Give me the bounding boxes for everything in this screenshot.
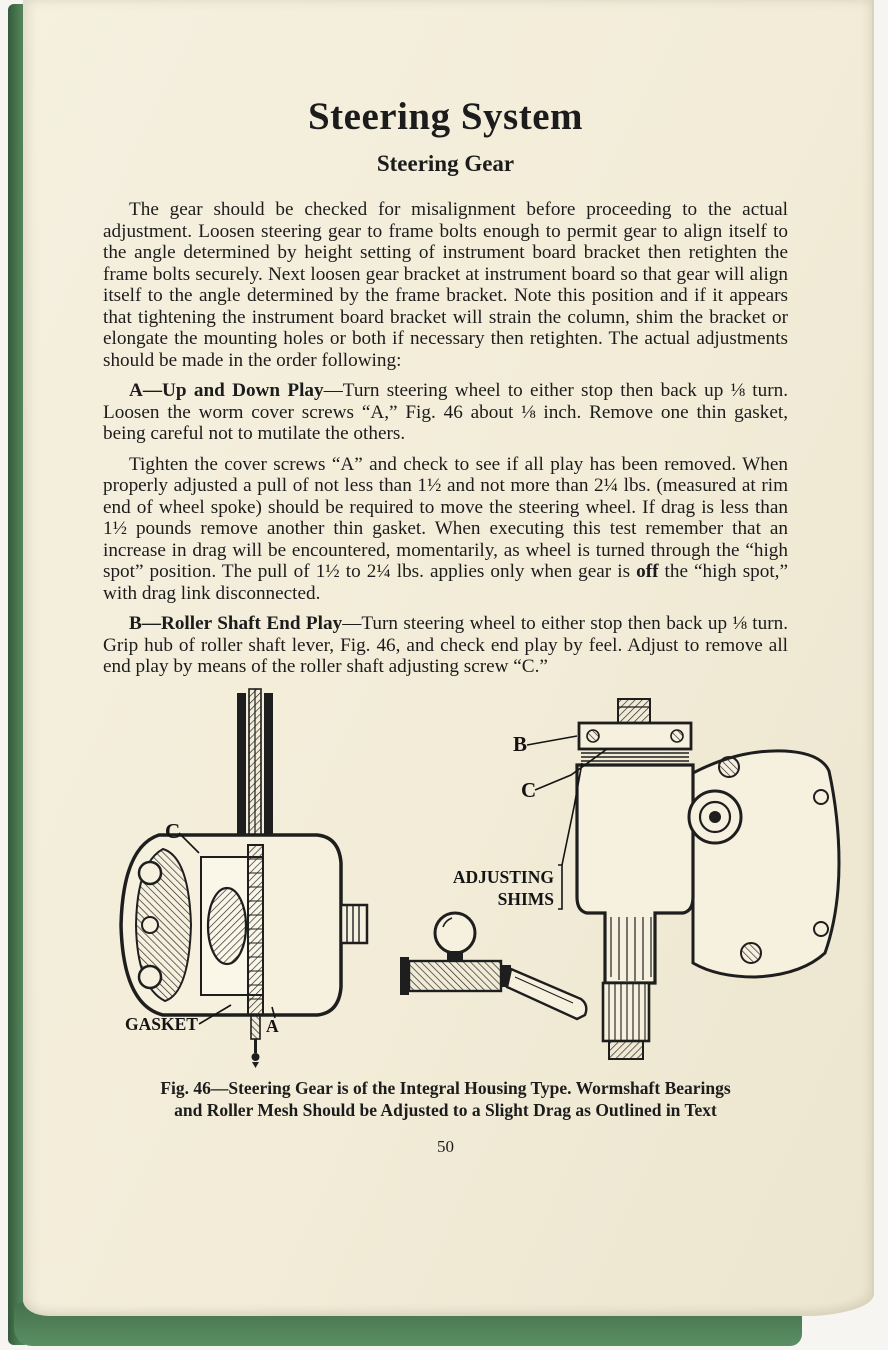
- section-title: Steering Gear: [376, 151, 515, 176]
- paragraph-intro: [103, 199, 788, 371]
- label-right-b: B: [513, 731, 528, 756]
- paragraph-intro-text: The gear should be checked for misalignment before proceeding to the actual adjustment. Loosen steering gear to frame bolts enough to permit gear to align itself to the angle determined by height setting of instrument board bracket then retighten the frame bolts securely. Next loosen gear bracket at instrument board so that gear will align itself to the angle determined by the frame bracket. Note this position and if it appears that tightening the instrument board bracket will strain the column, shim the bracket or elongate the mounting holes or both if necessary then retighten. The actual adjustments should be made in the order following:: [103, 199, 788, 371]
- paragraph-tighten-text-2: the “high spot,” with drag link disconnected.: [103, 561, 788, 604]
- figure-caption: [103, 1077, 788, 1121]
- label-left-c: C: [165, 818, 181, 843]
- paragraph-b-heading: B—Roller Shaft End Play: [129, 613, 343, 634]
- paragraph-tighten-text-1: Tighten the cover screws “A” and check to see if all play has been removed. When properly adjusted a pull of not less than 1½ and not more than 2¼ lbs. (measured at rim end of wheel spoke) should be required to move the steering wheel. If drag is less than 1½ pounds remove another thin gasket. When executing this test remember that an increase in drag will be encountered, momentarily, as wheel is turned through the “high spot” position. The pull of 1½ to 2¼ lbs. applies only when gear is: [103, 453, 788, 582]
- page-content: [103, 0, 788, 1157]
- label-left-a: A: [266, 1015, 279, 1036]
- leader-right-b: [527, 736, 577, 745]
- paragraph-b-text: —Turn steering wheel to either stop then back up ⅛ turn. Grip hub of roller shaft lever, Fig. 46, and check end play by feel. Adjust to remove all end play by means of the roller shaft adjusting screw “C.”: [103, 613, 788, 677]
- paragraph-a-heading: A—Up and Down Play: [129, 380, 324, 401]
- page-title: Steering System: [307, 95, 584, 138]
- paragraph-b: [103, 613, 788, 678]
- paragraph-tighten: [103, 454, 788, 605]
- shims-bracket: [558, 865, 562, 909]
- paragraph-a-text: —Turn steering wheel to either stop then back up ⅛ turn. Loosen the worm cover screws “A,” Fig. 46 about ⅛ inch. Remove one thin gasket, being careful not to mutilate the others.: [103, 380, 788, 444]
- worm-cross-section-drawing: [121, 689, 367, 1068]
- page: [23, 0, 874, 1316]
- label-right-c: C: [521, 777, 537, 802]
- label-adjusting: ADJUSTING: [452, 866, 554, 887]
- figure-46: [103, 687, 788, 1069]
- paragraph-a: [103, 380, 788, 445]
- paragraph-tighten-bold: off: [636, 561, 659, 582]
- figure-caption-line1: Fig. 46—Steering Gear is of the Integral Housing Type. Wormshaft Bearings: [160, 1077, 731, 1098]
- figure-46-illustration: [103, 687, 843, 1069]
- page-number: 50: [437, 1136, 454, 1156]
- label-shims: SHIMS: [497, 888, 554, 909]
- figure-caption-line2: and Roller Mesh Should be Adjusted to a Slight Drag as Outlined in Text: [174, 1099, 717, 1120]
- label-gasket: GASKET: [125, 1013, 198, 1034]
